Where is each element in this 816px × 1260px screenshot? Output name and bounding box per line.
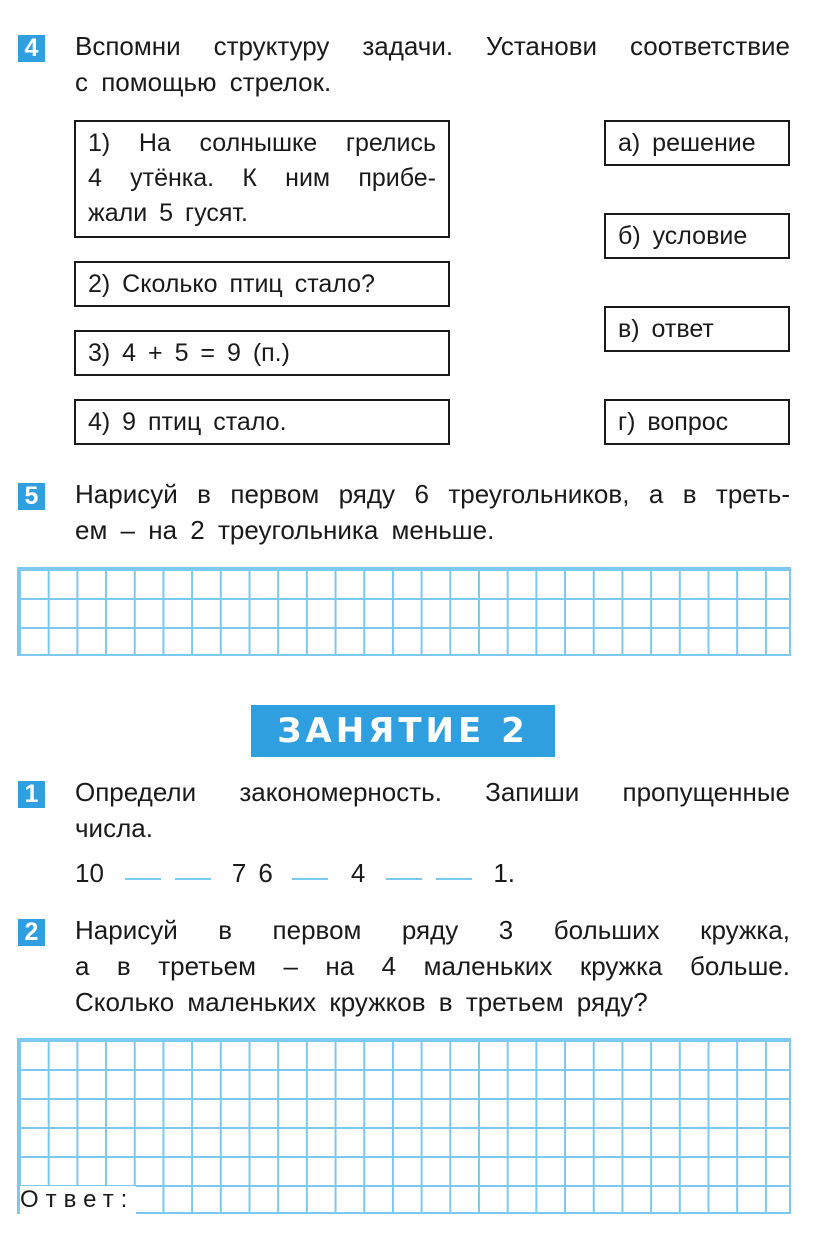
task-1-instruction-line-1: Определи закономерность. Запиши пропущенные <box>75 777 790 807</box>
sequence-number: 1. <box>493 858 516 888</box>
task-4-instruction-line-2: с помощью стрелок. <box>75 67 332 97</box>
matching-right-item-c[interactable] <box>604 306 790 352</box>
task-4-instruction-line-1: Вспомни структуру задачи. Установи соответствие <box>75 31 790 61</box>
lesson-title-banner: ЗАНЯТИЕ 2 <box>251 705 555 757</box>
sequence-number: 7 <box>231 858 247 888</box>
sequence-blank[interactable] <box>175 878 211 880</box>
task-number-badge: 2 <box>18 919 45 946</box>
item-label: в) ответ <box>618 315 714 343</box>
matching-left-item-3[interactable] <box>74 330 450 376</box>
sequence-number: 6 <box>258 858 273 888</box>
matching-right-item-b[interactable] <box>604 213 790 259</box>
item-line: 2) Сколько птиц стало? <box>88 270 375 298</box>
task-number-badge: 5 <box>18 483 45 510</box>
number-sequence <box>75 855 515 891</box>
sequence-blank[interactable] <box>292 878 328 880</box>
item-line: 4 утёнка. К ним прибе- <box>88 164 436 192</box>
item-line: 3) 4 + 5 = 9 (п.) <box>88 339 290 367</box>
sequence-blank[interactable] <box>436 878 472 880</box>
task-2-instruction-line-1: Нарисуй в первом ряду 3 больших кружка, <box>75 915 790 945</box>
matching-left-item-2[interactable] <box>74 261 450 307</box>
task-number-badge: 1 <box>18 781 45 808</box>
drawing-grid[interactable] <box>17 567 791 656</box>
sequence-blank[interactable] <box>125 878 161 880</box>
item-label: г) вопрос <box>618 408 729 436</box>
task-5-instruction-line-2: ем – на 2 треугольника меньше. <box>75 515 495 545</box>
task-number-badge: 4 <box>18 35 45 62</box>
task-2-instruction-line-2: а в третьем – на 4 маленьких кружка больше. <box>75 951 790 981</box>
item-line: жали 5 гусят. <box>88 199 248 227</box>
item-line: 1) На солнышке грелись <box>88 129 436 157</box>
sequence-number: 4 <box>350 858 366 888</box>
matching-right-item-a[interactable] <box>604 120 790 166</box>
task-2-instruction-line-3: Сколько маленьких кружков в третьем ряду? <box>75 987 648 1017</box>
task-1-instruction-line-2: числа. <box>75 813 153 843</box>
item-line: 4) 9 птиц стало. <box>88 408 287 436</box>
sequence-blank[interactable] <box>386 878 422 880</box>
item-label: б) условие <box>618 222 748 250</box>
task-5-instruction-line-1: Нарисуй в первом ряду 6 треугольников, а в треть- <box>75 479 790 509</box>
answer-label: Ответ: <box>20 1186 135 1213</box>
matching-left-item-1[interactable] <box>74 120 450 238</box>
matching-right-item-d[interactable] <box>604 399 790 445</box>
item-label: а) решение <box>618 129 756 157</box>
sequence-number: 10 <box>75 858 104 888</box>
matching-left-item-4[interactable] <box>74 399 450 445</box>
